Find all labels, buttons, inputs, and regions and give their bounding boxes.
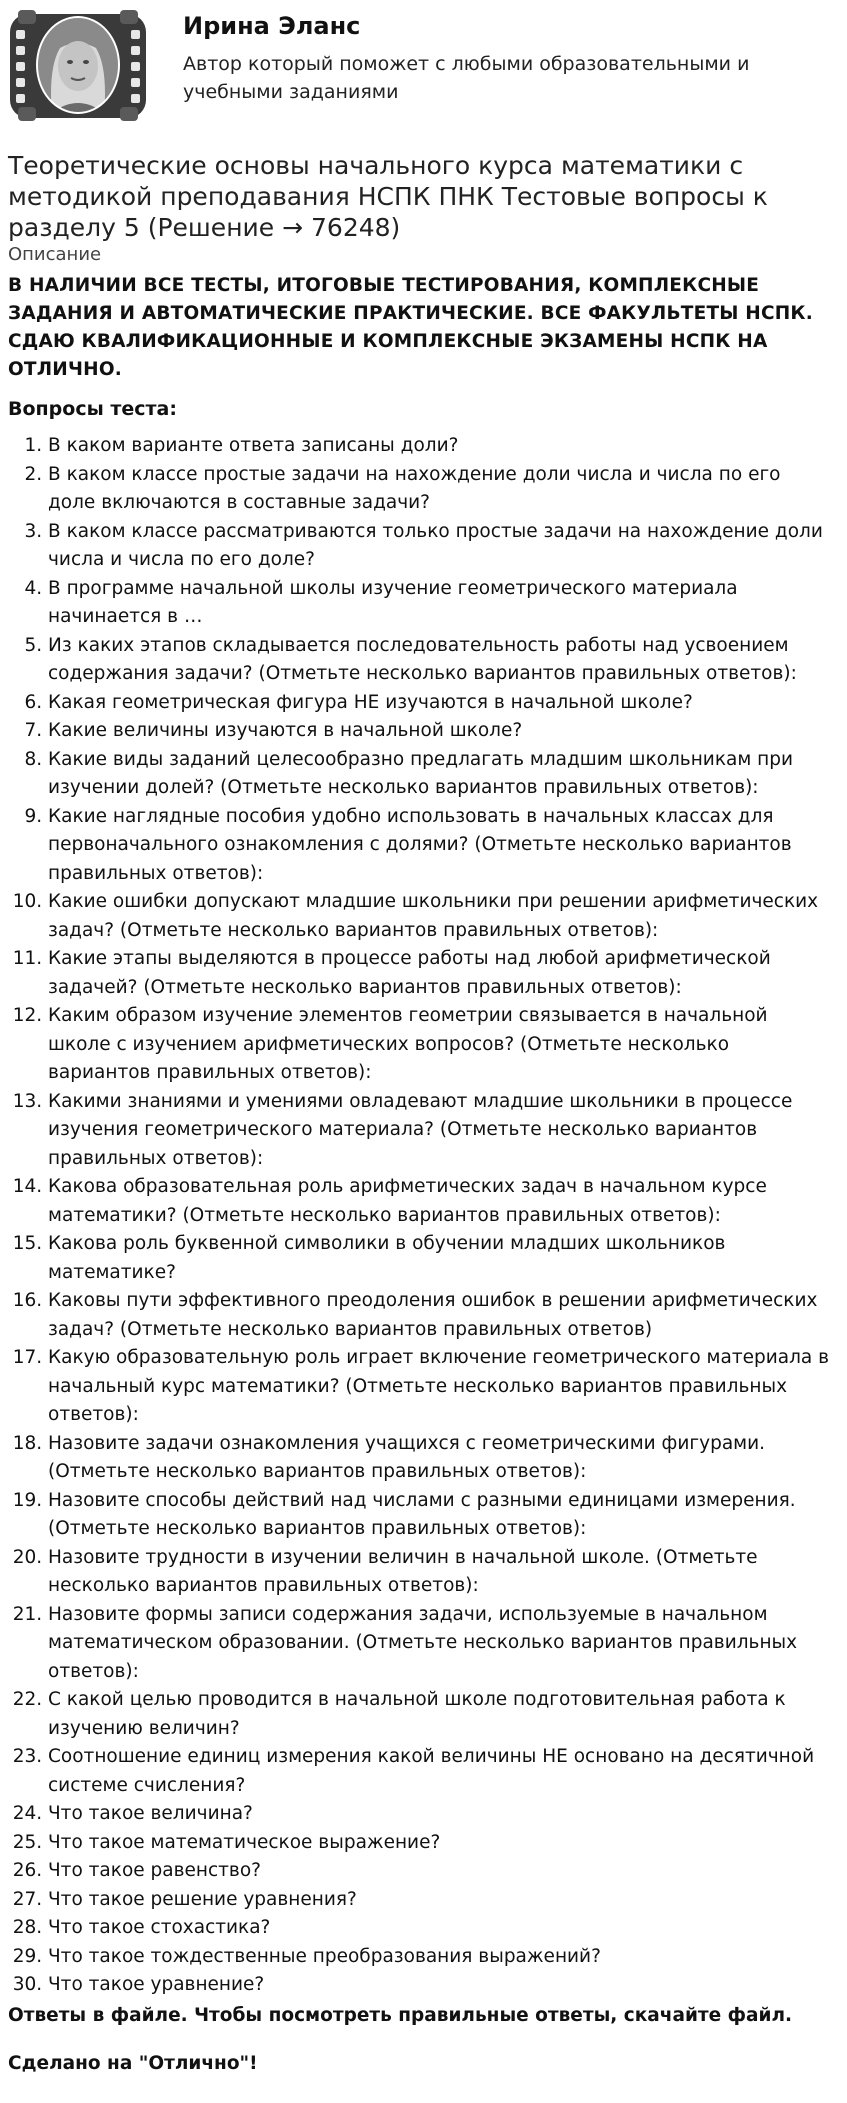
author-card xyxy=(0,0,847,130)
question-item: 29. Что такое тождественные преобразования выражений? xyxy=(48,1943,833,1972)
questions-list xyxy=(48,432,833,2000)
author-name[interactable]: Ирина Эланс xyxy=(183,12,361,40)
question-item: 6. Какая геометрическая фигура НЕ изучаются в начальной школе? xyxy=(48,689,833,718)
question-item: 17. Какую образовательную роль играет включение геометрического материала в начальный курс математики? (Отметьте несколько вариантов правильных ответов): xyxy=(48,1344,833,1430)
question-item: 13. Какими знаниями и умениями овладевают младшие школьники в процессе изучения геометрического материала? (Отметьте несколько вариантов правильных ответов): xyxy=(48,1088,833,1174)
question-item: 8. Какие виды заданий целесообразно предлагать младшим школьникам при изучении долей? (Отметьте несколько вариантов правильных ответов): xyxy=(48,746,833,803)
question-item: 5. Из каких этапов складывается последовательность работы над усвоением содержания задачи? (Отметьте несколько вариантов правильных ответов): xyxy=(48,632,833,689)
question-item: 11. Какие этапы выделяются в процессе работы над любой арифметической задачей? (Отметьте несколько вариантов правильных ответов): xyxy=(48,945,833,1002)
question-item: 22. С какой целью проводится в начальной школе подготовительная работа к изучению величин? xyxy=(48,1686,833,1743)
question-item: 28. Что такое стохастика? xyxy=(48,1914,833,1943)
question-item: 3. В каком классе рассматриваются только простые задачи на нахождение доли числа и числа по его доле? xyxy=(48,518,833,575)
question-item: 26. Что такое равенство? xyxy=(48,1857,833,1886)
question-item: 12. Каким образом изучение элементов геометрии связывается в начальной школе с изучением арифметических вопросов? (Отметьте несколько вариантов правильных ответов): xyxy=(48,1002,833,1088)
description-bold-text: В НАЛИЧИИ ВСЕ ТЕСТЫ, ИТОГОВЫЕ ТЕСТИРОВАНИЯ, КОМПЛЕКСНЫЕ ЗАДАНИЯ И АВТОМАТИЧЕСКИЕ ПРАКТИЧЕСКИЕ. ВСЕ ФАКУЛЬТЕТЫ НСПК. СДАЮ КВАЛИФИКАЦИОННЫЕ И КОМПЛЕКСНЫЕ ЭКЗАМЕНЫ НСПК НА ОТЛИЧНО. xyxy=(8,275,813,380)
question-item: 23. Соотношение единиц измерения какой величины НЕ основано на десятичной системе счисления? xyxy=(48,1743,833,1800)
author-description: Автор который поможет с любыми образовательными и учебными заданиями xyxy=(183,53,750,103)
questions-title: Вопросы теста: xyxy=(8,398,177,420)
question-item: 4. В программе начальной школы изучение геометрического материала начинается в … xyxy=(48,575,833,632)
author-avatar[interactable] xyxy=(8,8,148,123)
done-note: Сделано на "Отлично"! xyxy=(8,2053,258,2074)
question-item: 19. Назовите способы действий над числами с разными единицами измерения. (Отметьте несколько вариантов правильных ответов): xyxy=(48,1487,833,1544)
answers-note: Ответы в файле. Чтобы посмотреть правильные ответы, скачайте файл. xyxy=(8,2005,793,2026)
question-item: 10. Какие ошибки допускают младшие школьники при решении арифметических задач? (Отметьте несколько вариантов правильных ответов): xyxy=(48,888,833,945)
page-title: Теоретические основы начального курса математики с методикой преподавания НСПК ПНК Тестовые вопросы к разделу 5 (Решение → 76248) xyxy=(8,151,768,242)
question-item: 2. В каком классе простые задачи на нахождение доли числа и числа по его доле включаются в составные задачи? xyxy=(48,461,833,518)
question-item: 21. Назовите формы записи содержания задачи, используемые в начальном математическом образовании. (Отметьте несколько вариантов правильных ответов): xyxy=(48,1601,833,1687)
question-item: 14. Какова образовательная роль арифметических задач в начальном курсе математики? (Отметьте несколько вариантов правильных ответов): xyxy=(48,1173,833,1230)
question-item: 20. Назовите трудности в изучении величин в начальной школе. (Отметьте несколько вариантов правильных ответов): xyxy=(48,1544,833,1601)
question-item: 16. Каковы пути эффективного преодоления ошибок в решении арифметических задач? (Отметьте несколько вариантов правильных ответов) xyxy=(48,1287,833,1344)
description-label: Описание xyxy=(8,244,102,265)
question-item: 24. Что такое величина? xyxy=(48,1800,833,1829)
question-item: 27. Что такое решение уравнения? xyxy=(48,1886,833,1915)
question-item: 30. Что такое уравнение? xyxy=(48,1971,833,2000)
question-item: 7. Какие величины изучаются в начальной школе? xyxy=(48,717,833,746)
question-item: 1. В каком варианте ответа записаны доли? xyxy=(48,432,833,461)
question-item: 25. Что такое математическое выражение? xyxy=(48,1829,833,1858)
question-item: 9. Какие наглядные пособия удобно использовать в начальных классах для первоначального ознакомления с долями? (Отметьте несколько вариантов правильных ответов): xyxy=(48,803,833,889)
question-item: 15. Какова роль буквенной символики в обучении младших школьников математике? xyxy=(48,1230,833,1287)
question-item: 18. Назовите задачи ознакомления учащихся с геометрическими фигурами. (Отметьте несколько вариантов правильных ответов): xyxy=(48,1430,833,1487)
